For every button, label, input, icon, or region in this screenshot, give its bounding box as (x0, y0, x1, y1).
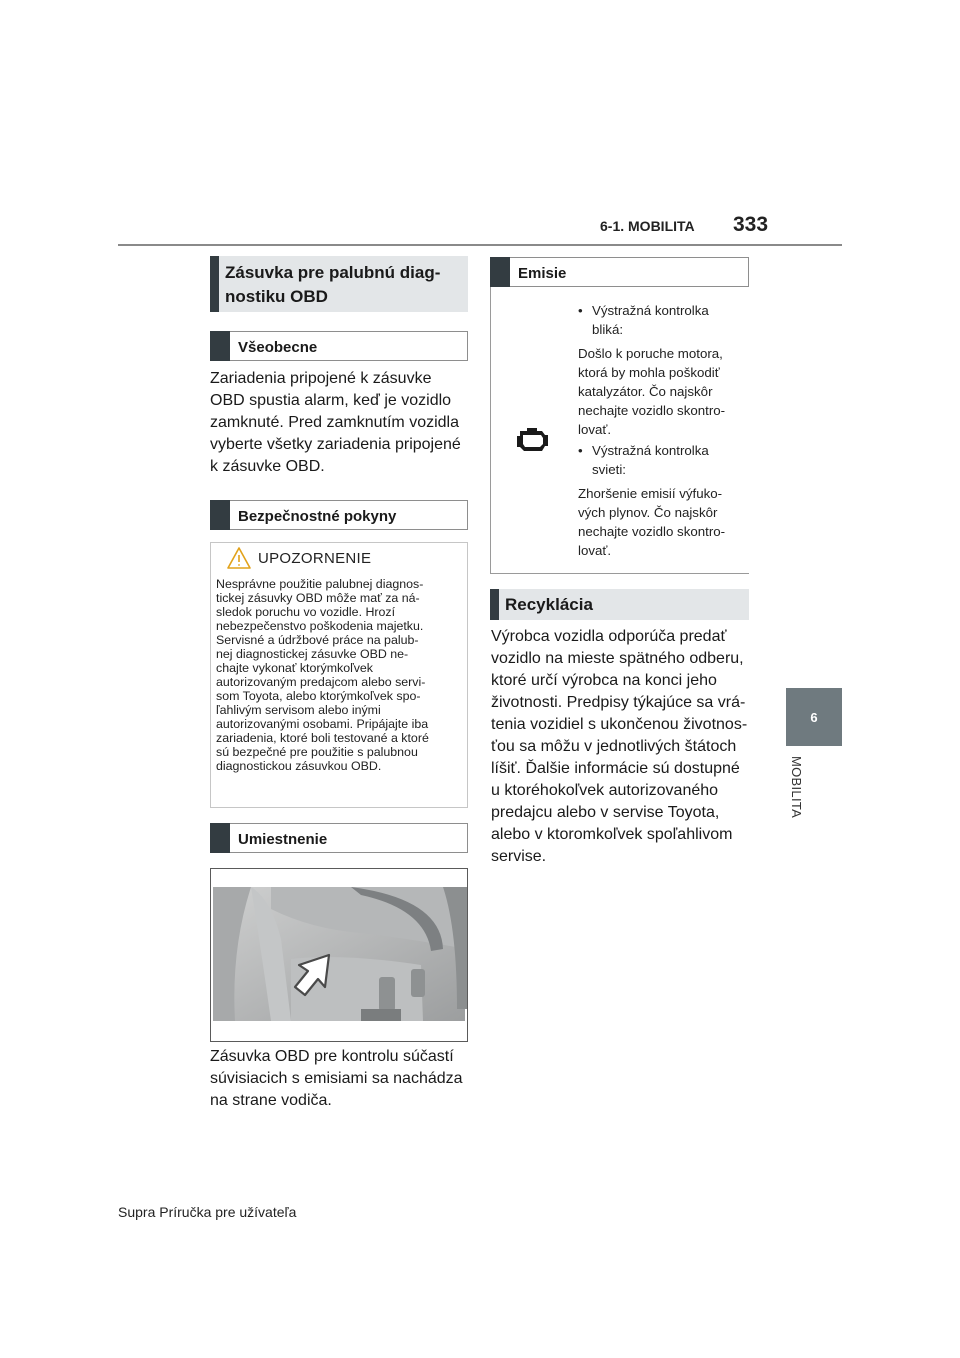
engine-check-icon (515, 424, 551, 454)
bullet-flashing (578, 301, 744, 339)
chapter-tab (786, 688, 842, 746)
recycling-line: ktoré určí výrobca na konci jeho (491, 672, 717, 689)
text-line: lovať. (578, 422, 612, 437)
recycling-line: alebo v ktoromkoľvek spoľahlivom (491, 826, 733, 843)
text-line: nechajte vozidlo skontro- (578, 524, 726, 539)
warning-line: tickej zásuvky OBD môže mať za ná- (216, 591, 420, 605)
recycling-line: líšiť. Ďalšie informácie sú dostupné (491, 760, 740, 777)
warning-line: nej diagnostickej zásuvke OBD ne- (216, 647, 409, 661)
text-line: Došlo k poruche motora, (578, 346, 723, 361)
location-caption (210, 1046, 472, 1112)
caption-line: súvisiacich s emisiami sa nachádza (210, 1070, 463, 1087)
recycling-line: u ktoréhokoľvek autorizovaného (491, 782, 719, 799)
obd-location-photo (210, 868, 468, 1042)
general-heading-text: Všeobecne (238, 339, 318, 356)
recycling-paragraph (491, 626, 759, 868)
warning-line: nebezpečenstvo poškodenia majetku. (216, 619, 424, 633)
caption-line: na strane vodiča. (210, 1092, 332, 1109)
emissions-table-border-left (490, 287, 491, 574)
warning-line: autorizovanými osobami. Pripájajte iba (216, 717, 429, 731)
text-line: ktorá by mohla poškodiť (578, 365, 720, 380)
main-heading-line1: Zásuvka pre palubnú diag- (225, 263, 441, 282)
chapter-number: 6 (810, 709, 818, 725)
footer-text: Supra Príručka pre užívateľa (118, 1204, 297, 1220)
bullet-line: bliká: (592, 322, 624, 337)
general-line: Zariadenia pripojené k zásuvke (210, 370, 432, 387)
main-heading-line2: nostiku OBD (225, 287, 328, 306)
warning-triangle-icon (226, 546, 252, 570)
bullet-line: svieti: (592, 462, 626, 477)
caption-line: Zásuvka OBD pre kontrolu súčastí (210, 1048, 454, 1065)
recycling-heading (490, 589, 749, 620)
warning-line: zariadenia, ktoré boli testované a ktoré (216, 731, 429, 745)
general-paragraph (210, 368, 472, 478)
text-line: Zhoršenie emisií výfuko- (578, 486, 723, 501)
warning-line: autorizovaným predajcom alebo servi- (216, 675, 426, 689)
text-line: katalyzátor. Čo najskôr (578, 384, 713, 399)
location-heading-text: Umiestnenie (238, 831, 328, 848)
warning-line: chajte vykonať ktorýmkoľvek (216, 661, 374, 675)
warning-text (216, 577, 466, 773)
recycling-line: servise. (491, 848, 547, 865)
emissions-text-flashing (578, 344, 744, 439)
recycling-heading-text: Recyklácia (505, 595, 593, 614)
warning-header (211, 543, 467, 573)
chapter-label (786, 756, 804, 828)
general-heading (210, 331, 468, 361)
chapter-label-text: MOBILITA (789, 756, 804, 819)
emissions-text-lit (578, 484, 744, 560)
recycling-line: ťou sa môžu v jednotlivých štátoch (491, 738, 737, 755)
location-heading (210, 823, 468, 853)
warning-line: diagnostickou zásuvkou OBD. (216, 759, 382, 773)
emissions-heading-text: Emisie (518, 265, 567, 282)
bullet-line: • Výstražná kontrolka (592, 443, 709, 458)
text-line: vých plynov. Čo najskôr (578, 505, 718, 520)
header-rule (118, 244, 842, 246)
recycling-line: vozidlo na mieste spätného odberu, (491, 650, 744, 667)
general-line: zamknuté. Pred zamknutím vozidla (210, 414, 459, 431)
obd-location-illustration (211, 869, 467, 1041)
warning-line: Nesprávne použitie palubnej diagnos- (216, 577, 424, 591)
warning-line: som Toyota, alebo ktorýmkoľvek spo- (216, 689, 421, 703)
warning-line: sledok poruchu vo vozidle. Hrozí (216, 605, 396, 619)
general-line: OBD spustia alarm, keď je vozidlo (210, 392, 452, 409)
emissions-item-lit (578, 441, 744, 479)
general-line: vyberte všetky zariadenia pripojené (210, 436, 461, 453)
warning-title: UPOZORNENIE (258, 550, 372, 567)
recycling-line: životnosti. Predpisy týkajúce sa vrá- (491, 694, 746, 711)
safety-heading (210, 500, 468, 530)
recycling-line: Výrobca vozidla odporúča predať (491, 628, 727, 645)
safety-heading-text: Bezpečnostné pokyny (238, 508, 397, 525)
warning-line: sú bezpečné pre použitie s palubnou (216, 745, 418, 759)
warning-line: ľahlivým servisom alebo inými (216, 703, 381, 717)
recycling-line: predajcu alebo v servise Toyota, (491, 804, 720, 821)
emissions-heading (490, 257, 749, 287)
emissions-table-border-bottom (490, 573, 749, 574)
text-line: lovať. (578, 543, 612, 558)
bullet-line: • Výstražná kontrolka (592, 303, 709, 318)
emissions-item-flashing (578, 301, 744, 339)
page-number: 333 (733, 213, 769, 236)
text-line: nechajte vozidlo skontro- (578, 403, 726, 418)
recycling-line: tenia vozidiel s ukončenou životnos- (491, 716, 748, 733)
warning-line: Servisné a údržbové práce na palub- (216, 633, 419, 647)
section-title: 6-1. MOBILITA (600, 218, 695, 234)
main-heading (210, 256, 468, 312)
warning-box (210, 542, 468, 808)
general-line: k zásuvke OBD. (210, 458, 325, 475)
bullet-lit (578, 441, 744, 479)
